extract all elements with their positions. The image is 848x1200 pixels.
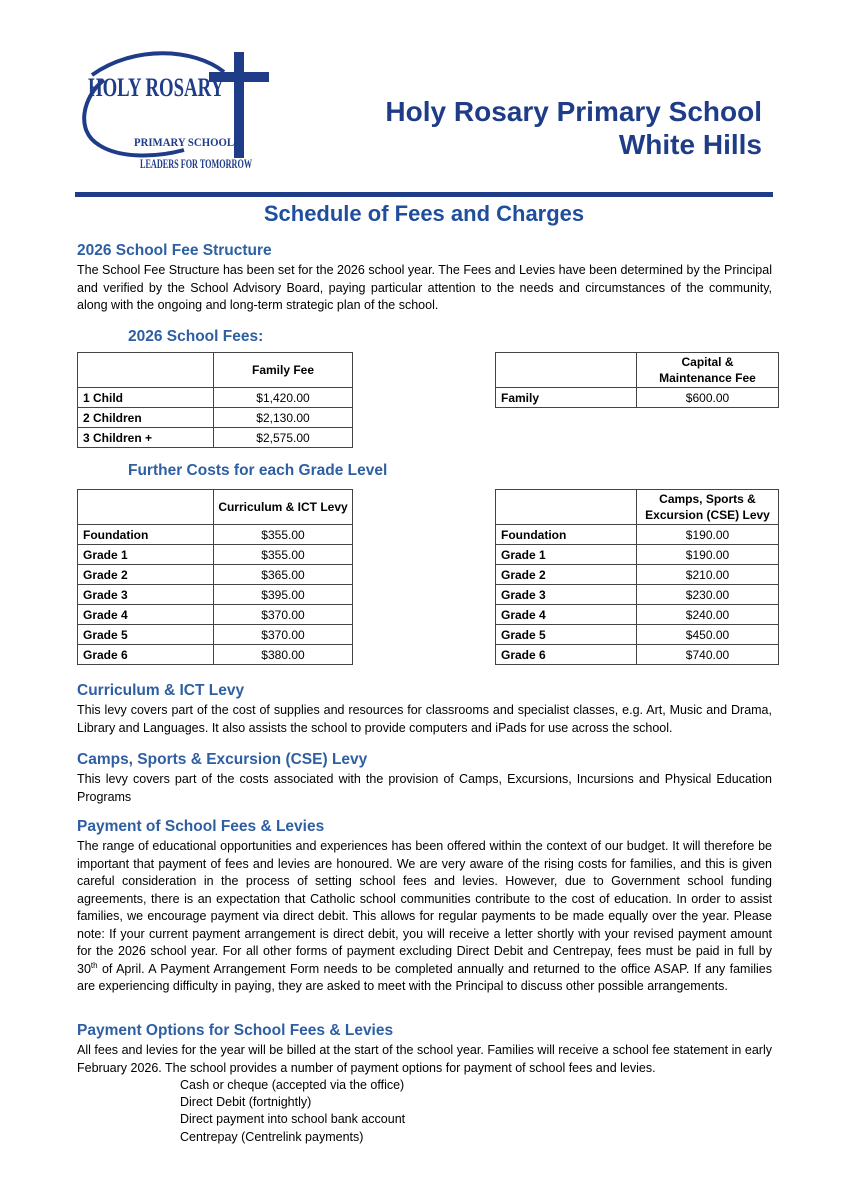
table-corner — [78, 490, 214, 525]
table-row — [496, 605, 779, 625]
table-row — [78, 625, 353, 645]
table-row — [78, 645, 353, 665]
row-value: $355.00 — [214, 545, 353, 565]
table-row — [78, 565, 353, 585]
school-fees-heading: 2026 School Fees: — [128, 328, 264, 345]
row-value: $240.00 — [637, 605, 779, 625]
row-label: Grade 5 — [496, 625, 637, 645]
cse-levy-header — [637, 490, 779, 525]
table-corner — [78, 353, 214, 388]
table-row — [496, 625, 779, 645]
header-line: Excursion (CSE) Levy — [645, 508, 770, 522]
row-label: Grade 1 — [496, 545, 637, 565]
row-value: $395.00 — [214, 585, 353, 605]
school-logo — [74, 50, 274, 178]
capital-fee-header — [637, 353, 779, 388]
logo-line2: PRIMARY SCHOOL — [134, 135, 234, 149]
table-row — [496, 645, 779, 665]
logo-line1: HOLY ROSARY — [88, 73, 225, 102]
further-costs-heading: Further Costs for each Grade Level — [128, 462, 388, 479]
row-value: $370.00 — [214, 605, 353, 625]
table-row — [78, 585, 353, 605]
table-row — [496, 565, 779, 585]
table-corner — [496, 490, 637, 525]
row-label: Grade 6 — [78, 645, 214, 665]
payment-text-part2: of April. A Payment Arrangement Form needs to be completed annually and returned to the office ASAP. If any families are experiencing difficulty in paying, they are asked to meet with the Principal to discuss other possible arrangements. — [77, 961, 772, 993]
logo-line3: LEADERS FOR TOMORROW — [140, 156, 252, 171]
header-line: Capital & — [681, 355, 734, 369]
row-value: $365.00 — [214, 565, 353, 585]
payment-option-item: Direct Debit (fortnightly) — [180, 1095, 312, 1109]
payment-text-part1: The range of educational opportunities and experiences has been offered within the context of our budget. It will therefore be important that payment of fees and levies are honoured. We are very aware of the rising costs for families, and this is given careful consideration in the process of setting school fees and levies. However, due to Government school funding agreements, there is an expectation that Catholic school communities contribute to the cost of education. In order to assist families, we encourage payment via direct debit. This allows for regular payments to be made equally over the year. Please note: If your current payment arrangement is direct debit, you will receive a letter shortly with your revised payment amount for the 2026 school year. For all other forms of payment excluding Direct Debit and Centrepay, fees must be paid in full by 30 — [77, 839, 772, 976]
payment-option-item: Cash or cheque (accepted via the office) — [180, 1078, 405, 1092]
cse-levy-text: This levy covers part of the costs associated with the provision of Camps, Excursions, Incursions and Physical Education Programs — [77, 772, 772, 804]
row-label: Grade 1 — [78, 545, 214, 565]
header-divider — [75, 192, 773, 197]
cse-levy-heading: Camps, Sports & Excursion (CSE) Levy — [77, 751, 368, 768]
row-value: $190.00 — [637, 525, 779, 545]
table-row — [496, 525, 779, 545]
row-value: $380.00 — [214, 645, 353, 665]
row-value: $1,420.00 — [214, 388, 353, 408]
family-fee-table — [77, 352, 353, 448]
table-row — [496, 388, 779, 408]
row-value: $2,575.00 — [214, 428, 353, 448]
logo-emblem — [74, 50, 274, 178]
row-value: $370.00 — [214, 625, 353, 645]
school-name-line2: White Hills — [618, 129, 762, 160]
row-value: $210.00 — [637, 565, 779, 585]
row-label: Grade 2 — [78, 565, 214, 585]
table-corner — [496, 353, 637, 388]
ict-levy-heading: Curriculum & ICT Levy — [77, 682, 245, 699]
table-row — [78, 388, 353, 408]
fee-structure-text: The School Fee Structure has been set for the 2026 school year. The Fees and Levies have been determined by the Principal and verified by the School Advisory Board, paying particular attention to the needs and circumstances of the community, along with the ongoing and long-term strategic plan of the school. — [77, 263, 772, 312]
row-value: $600.00 — [637, 388, 779, 408]
row-label: 2 Children — [78, 408, 214, 428]
table-row — [78, 525, 353, 545]
payment-option-item: Centrepay (Centrelink payments) — [180, 1130, 364, 1144]
row-label: Foundation — [496, 525, 637, 545]
payment-option-item: Direct payment into school bank account — [180, 1112, 406, 1126]
row-value: $740.00 — [637, 645, 779, 665]
row-label: Grade 2 — [496, 565, 637, 585]
ict-levy-text: This levy covers part of the cost of supplies and resources for classrooms and specialist classes, e.g. Art, Music and Drama, Library and Languages. It also assists the school to provide computers and iPads for use across the school. — [77, 703, 772, 735]
row-value: $355.00 — [214, 525, 353, 545]
row-value: $2,130.00 — [214, 408, 353, 428]
family-fee-header: Family Fee — [214, 353, 353, 388]
payment-heading: Payment of School Fees & Levies — [77, 818, 325, 835]
table-row — [78, 428, 353, 448]
cse-levy-table — [495, 489, 779, 665]
ict-levy-header: Curriculum & ICT Levy — [214, 490, 353, 525]
document-title: Schedule of Fees and Charges — [263, 201, 585, 226]
row-value: $190.00 — [637, 545, 779, 565]
payment-text — [77, 838, 772, 996]
header-line: Camps, Sports & — [659, 492, 756, 506]
school-name-line1: Holy Rosary Primary School — [385, 96, 762, 127]
row-label: Grade 6 — [496, 645, 637, 665]
row-value: $450.00 — [637, 625, 779, 645]
row-label: 3 Children + — [78, 428, 214, 448]
row-value: $230.00 — [637, 585, 779, 605]
row-label: Grade 3 — [496, 585, 637, 605]
table-row — [78, 545, 353, 565]
capital-fee-table — [495, 352, 779, 408]
row-label: 1 Child — [78, 388, 214, 408]
payment-options-heading: Payment Options for School Fees & Levies — [77, 1022, 394, 1039]
row-label: Grade 5 — [78, 625, 214, 645]
payment-text-sup: th — [90, 960, 98, 970]
payment-options-text: All fees and levies for the year will be billed at the start of the school year. Families will receive a school fee statement in early February 2026. The school provides a number of payment options for payment of school fees and levies. — [77, 1043, 772, 1075]
table-row — [496, 585, 779, 605]
table-row — [496, 545, 779, 565]
ict-levy-table — [77, 489, 353, 665]
row-label: Grade 4 — [78, 605, 214, 625]
table-row — [78, 605, 353, 625]
header-line: Maintenance Fee — [659, 371, 756, 385]
row-label: Foundation — [78, 525, 214, 545]
table-row — [78, 408, 353, 428]
row-label: Grade 4 — [496, 605, 637, 625]
fee-structure-heading: 2026 School Fee Structure — [77, 242, 272, 259]
row-label: Grade 3 — [78, 585, 214, 605]
row-label: Family — [496, 388, 637, 408]
